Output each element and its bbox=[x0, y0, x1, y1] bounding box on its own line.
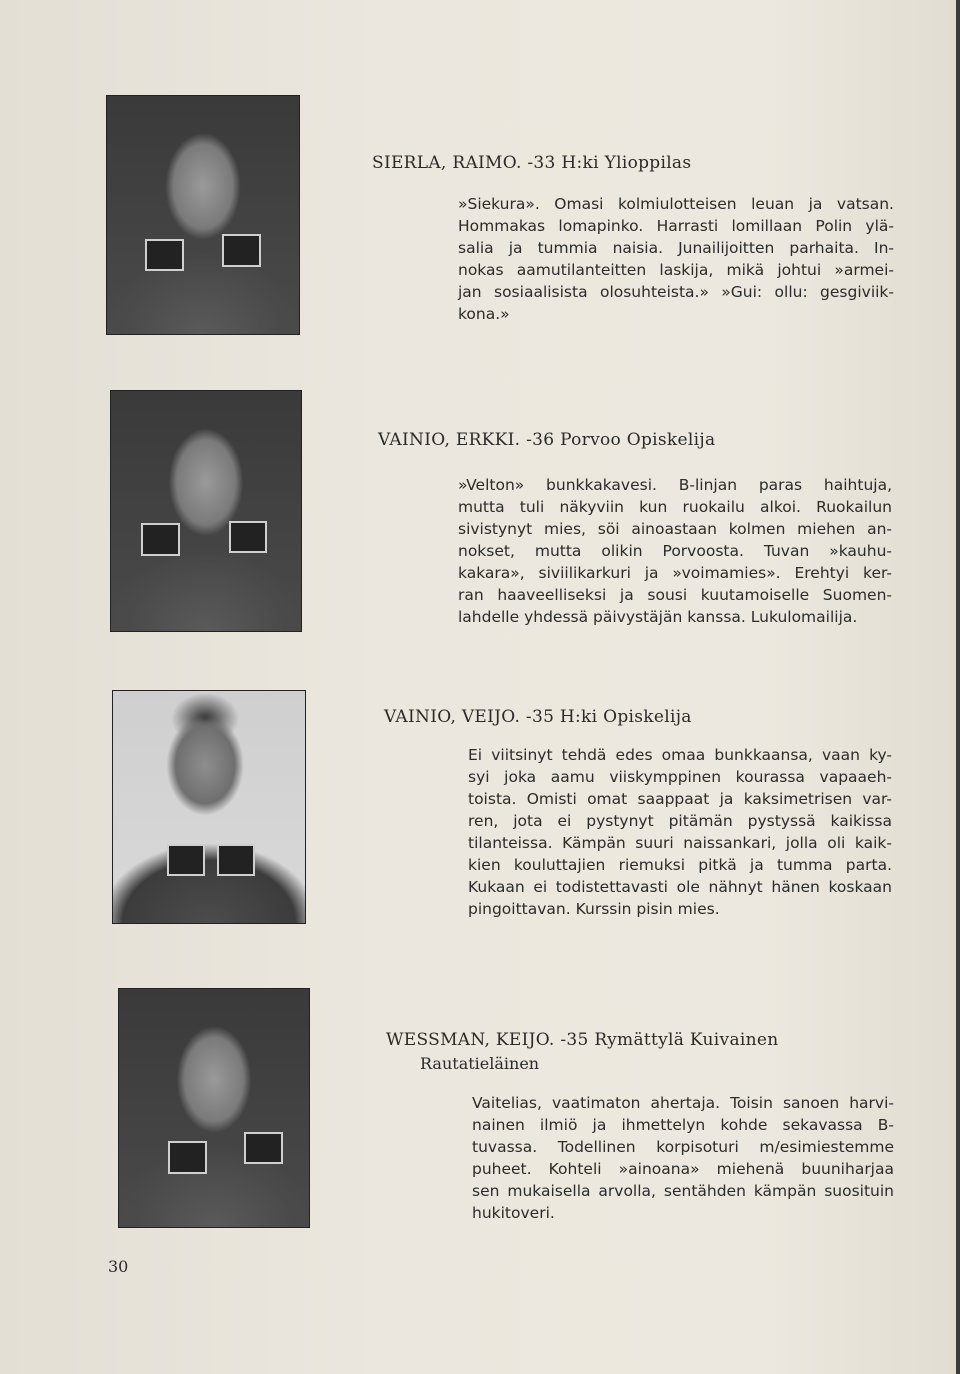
portrait-photo-vainio-veijo bbox=[112, 690, 306, 924]
bio-line: kona.» bbox=[458, 305, 510, 323]
bio-line: Hommakas lomapinko. Harrasti lomillaan Polin ylä- bbox=[458, 217, 894, 235]
bio-line: nokas aamutilanteitten laskija, mikä johtui »armei- bbox=[458, 261, 894, 279]
bio-line: ran haaveelliseksi ja sousi kuutamoiselle Suomen- bbox=[458, 586, 892, 604]
bio-line: »Siekura». Omasi kolmiulotteisen leuan ja vatsan. bbox=[458, 195, 894, 213]
bio-line: sivistynyt mies, söi ainoastaan kolmen miehen an- bbox=[458, 520, 892, 538]
entry-bio-vainio-veijo bbox=[468, 744, 892, 920]
bio-line: syi joka aamu viiskymppinen kourassa vapaaeh- bbox=[468, 768, 892, 786]
collar-patch-right bbox=[229, 521, 267, 554]
page-number: 30 bbox=[108, 1257, 129, 1276]
entry-name-sierla: SIERLA, RAIMO. -33 H:ki Ylioppilas bbox=[372, 153, 692, 173]
collar-patch-left bbox=[167, 844, 206, 876]
bio-line: mutta tuli näkyviin kun ruokailu alkoi. Ruokailun bbox=[458, 498, 892, 516]
bio-line: nokset, mutta olikin Porvoosta. Tuvan »kauhu- bbox=[458, 542, 892, 560]
bio-line: nainen ilmiö ja ihmettelyn kohde sekavassa B- bbox=[472, 1116, 894, 1134]
bio-line: toista. Omisti omat saappaat ja kaksimetrisen var- bbox=[468, 790, 892, 808]
page-edge-shadow bbox=[956, 0, 960, 1374]
bio-line: pingoittavan. Kurssin pisin mies. bbox=[468, 900, 720, 918]
bio-line: ren, jota ei pystynyt pitämän pystyssä kaikissa bbox=[468, 812, 892, 830]
bio-line: Kukaan ei todistettavasti ole nähnyt hänen koskaan bbox=[468, 878, 892, 896]
bio-line: jan sosiaalisista olosuhteista.» »Gui: ollu: gesgiviik- bbox=[458, 283, 894, 301]
entry-name-vainio-veijo: VAINIO, VEIJO. -35 H:ki Opiskelija bbox=[384, 707, 692, 727]
entry-bio-wessman bbox=[472, 1092, 894, 1224]
bio-line: hukitoveri. bbox=[472, 1204, 555, 1222]
portrait-photo-sierla bbox=[106, 95, 300, 335]
bio-line: tuvassa. Todellinen korpisoturi m/esimiestemme bbox=[472, 1138, 894, 1156]
bio-line: Vaitelias, vaatimaton ahertaja. Toisin sanoen harvi- bbox=[472, 1094, 894, 1112]
portrait-photo-vainio-erkki bbox=[110, 390, 302, 632]
collar-patch-left bbox=[141, 523, 179, 556]
entry-bio-vainio-erkki bbox=[458, 474, 892, 628]
entry-name-wessman: WESSMAN, KEIJO. -35 Rymättylä Kuivainen bbox=[386, 1030, 779, 1050]
bio-line: salia ja tummia naisia. Junailijoitten parhaita. In- bbox=[458, 239, 894, 257]
bio-line: tilanteissa. Kämpän suuri naissankari, jolla oli kaik- bbox=[468, 834, 892, 852]
collar-patch-right bbox=[244, 1132, 282, 1165]
entry-bio-sierla bbox=[458, 193, 894, 325]
bio-line: sen mukaisella arvolla, sentähden kämpän suosituin bbox=[472, 1182, 894, 1200]
bio-line: »Velton» bunkkakavesi. B-linjan paras haihtuja, bbox=[458, 476, 892, 494]
bio-line: lahdelle yhdessä päivystäjän kanssa. Lukulomailija. bbox=[458, 608, 858, 626]
bio-line: kakara», siviilikarkuri ja »voimamies». Erehtyi ker- bbox=[458, 564, 892, 582]
bio-line: Ei viitsinyt tehdä edes omaa bunkkaansa, vaan ky- bbox=[468, 746, 892, 764]
collar-patch-left bbox=[168, 1141, 206, 1174]
bio-line: kien kouluttajien riemuksi pitkä ja tumma parta. bbox=[468, 856, 892, 874]
portrait-photo-wessman bbox=[118, 988, 310, 1228]
collar-patch-right bbox=[222, 234, 261, 267]
bio-line: puheet. Kohteli »ainoana» miehenä buuniharjaa bbox=[472, 1160, 894, 1178]
entry-occupation-wessman: Rautatieläinen bbox=[420, 1054, 540, 1073]
entry-name-vainio-erkki: VAINIO, ERKKI. -36 Porvoo Opiskelija bbox=[378, 430, 716, 450]
collar-patch-right bbox=[217, 844, 256, 876]
collar-patch-left bbox=[145, 239, 184, 272]
